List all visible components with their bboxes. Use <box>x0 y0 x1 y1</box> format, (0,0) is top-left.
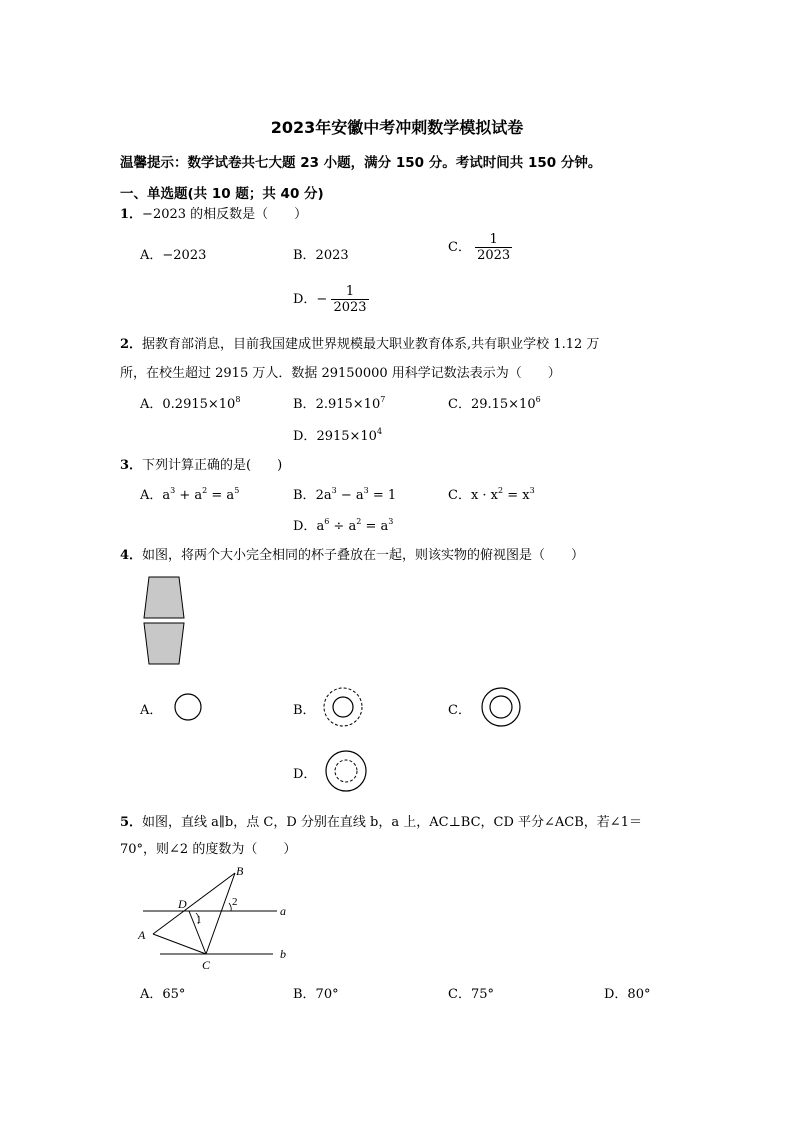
solid-outer-circle <box>482 688 520 726</box>
q4-option-c-figure <box>480 686 522 728</box>
question-text: 下列计算正确的是( ) <box>142 458 283 473</box>
solid-circle <box>175 694 201 720</box>
option-label: C． <box>448 397 471 412</box>
question-number: 2． <box>120 337 143 352</box>
question-text: 据教育部消息，目前我国建成世界规模最大职业教育体系,共有职业学校 1.12 万 <box>142 337 600 352</box>
label-a: a <box>280 904 286 918</box>
segment-AC <box>153 934 206 954</box>
option-base: 0.2915×10 <box>162 397 236 412</box>
question-4 <box>120 544 584 563</box>
question-number: 5． <box>120 815 143 830</box>
question-5-line-2: 70°，则∠2 的度数为（ ） <box>120 842 297 857</box>
exponent: 7 <box>380 395 386 404</box>
option-base: 2915×10 <box>316 429 377 444</box>
q1-option-d <box>293 284 369 315</box>
q4-option-d-figure <box>324 749 368 793</box>
denominator: 2023 <box>477 248 511 263</box>
label-A: A <box>138 928 146 942</box>
question-number: 4． <box>120 548 143 563</box>
exponent: 4 <box>376 427 383 436</box>
q4-option-b: B． <box>293 703 316 718</box>
exponent: 6 <box>535 395 541 404</box>
label-angle-1: 1 <box>196 914 202 926</box>
option-base: 2.915×10 <box>315 397 381 412</box>
q1-option-a: A．−2023 <box>140 248 207 263</box>
q1-option-b: B．2023 <box>293 248 349 263</box>
option-label: D． <box>293 429 317 444</box>
option-label: A． <box>140 488 163 503</box>
exponent: 8 <box>235 395 241 404</box>
parallel-lines-figure <box>135 862 295 974</box>
question-2-line-2: 所，在校生超过 2915 万人．数据 29150000 用科学记数法表示为（ ） <box>120 366 561 381</box>
label-D: D <box>178 897 187 911</box>
question-3 <box>120 454 282 473</box>
dashed-inner-circle <box>335 760 357 782</box>
question-number: 1． <box>120 207 143 222</box>
question-number: 3． <box>120 458 143 473</box>
stacked-cups-figure <box>143 577 189 667</box>
option-label: D． <box>293 519 317 534</box>
q4-option-c: C． <box>448 703 471 718</box>
q3-option-d: D．$a^6 \div a^2 = a^3$ <box>293 517 394 534</box>
fraction <box>331 284 368 315</box>
option-label: D．− <box>293 292 328 307</box>
option-label: B． <box>293 488 316 503</box>
label-C: C <box>202 958 211 972</box>
q4-option-b-figure <box>322 686 364 728</box>
q3-option-b: B．$2a^3 - a^3 = 1$ <box>293 486 397 503</box>
option-label: A． <box>140 397 163 412</box>
question-1 <box>120 203 307 222</box>
q4-option-a-figure <box>173 692 203 722</box>
q4-option-d: D． <box>293 767 317 782</box>
option-base: 29.15×10 <box>470 397 536 412</box>
question-text: 如图，直线 a∥b，点 C，D 分别在直线 b，a 上，AC⊥BC，CD 平分∠ACB，若∠1＝ <box>142 815 642 830</box>
bottom-cup <box>144 623 184 664</box>
label-b: b <box>280 947 286 961</box>
numerator: 1 <box>489 232 498 247</box>
question-2-line-1 <box>120 333 599 352</box>
q2-option-a <box>140 393 240 412</box>
option-label: C． <box>448 488 471 503</box>
dashed-outer-circle <box>324 688 362 726</box>
option-label: C． <box>448 240 471 255</box>
solid-inner-circle <box>333 697 353 717</box>
top-cup <box>144 577 184 618</box>
q5-option-d: D．80° <box>604 987 651 1002</box>
label-angle-2: 2 <box>232 896 238 908</box>
denominator: 2023 <box>333 300 367 315</box>
page-title: 2023年安徽中考冲刺数学模拟试卷 <box>270 118 524 137</box>
numerator: 1 <box>345 284 355 299</box>
segment-BC <box>206 873 235 954</box>
option-label: B． <box>293 397 316 412</box>
q2-option-c <box>448 393 541 412</box>
angle-2-arc <box>229 903 231 911</box>
q5-option-c: C．75° <box>448 987 494 1002</box>
q5-option-b: B．70° <box>293 987 339 1002</box>
q4-option-a: A． <box>140 703 163 718</box>
exam-notice: 温馨提示：数学试卷共七大题 23 小题，满分 150 分。考试时间共 150 分钟。 <box>120 155 602 171</box>
solid-outer-circle <box>326 751 366 791</box>
q2-option-d <box>293 425 382 444</box>
solid-inner-circle <box>490 696 512 718</box>
question-text: 如图，将两个大小完全相同的杯子叠放在一起，则该实物的俯视图是（ ） <box>142 548 585 563</box>
section-heading: 一、单选题(共 10 题；共 40 分) <box>120 186 324 202</box>
q3-option-a: A．$a^3 + a^2 = a^5$ <box>140 486 240 503</box>
label-B: B <box>236 864 244 878</box>
q5-option-a: A．65° <box>140 987 186 1002</box>
q3-option-c: C．$x \cdot x^2 = x^3$ <box>448 486 535 503</box>
fraction <box>475 232 512 263</box>
q2-option-b <box>293 393 385 412</box>
question-text: −2023 的相反数是（ ） <box>142 207 308 222</box>
question-5-line-1 <box>120 811 642 830</box>
q1-option-c <box>448 232 512 263</box>
